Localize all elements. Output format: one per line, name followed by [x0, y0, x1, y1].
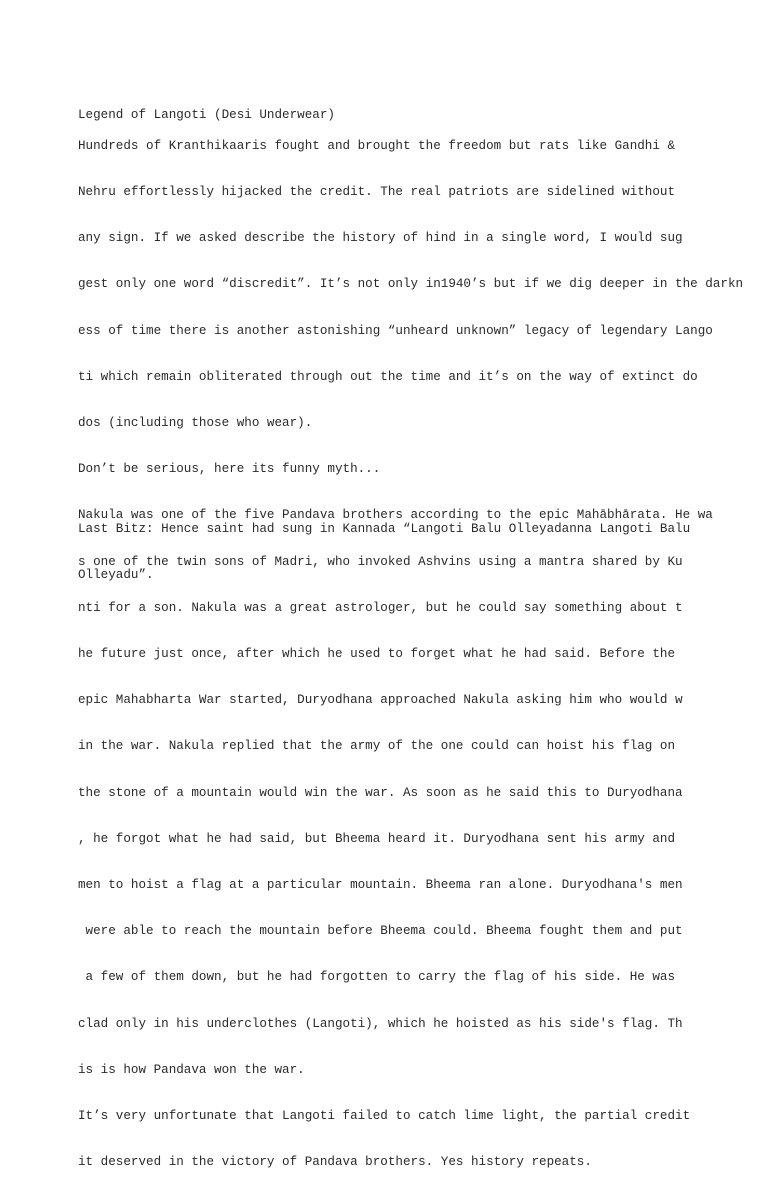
- body-line: Nakula was one of the five Pandava brothers according to the epic Mahābhārata. He wa: [78, 508, 713, 523]
- body-line: it deserved in the victory of Pandava brothers. Yes history repeats.: [78, 1155, 592, 1170]
- body-line: he future just once, after which he used to forget what he had said. Before the: [78, 647, 676, 662]
- body-line: s one of the twin sons of Madri, who invoked Ashvins using a mantra shared by Ku: [78, 554, 683, 569]
- body-line: dos (including those who wear).: [78, 416, 313, 431]
- document-body: [78, 108, 743, 1201]
- footer-line: Olleyadu”.: [78, 568, 154, 583]
- body-line: It’s very unfortunate that Langoti failed to catch lime light, the partial credit: [78, 1109, 691, 1124]
- body-line: a few of them down, but he had forgotten to carry the flag of his side. He was: [78, 970, 676, 985]
- body-line: nti for a son. Nakula was a great astrologer, but he could say something about t: [78, 600, 683, 615]
- body-line: is is how Pandava won the war.: [78, 1062, 305, 1077]
- body-line: clad only in his underclothes (Langoti), which he hoisted as his side's flag. Th: [78, 1016, 683, 1031]
- footer-line: Last Bitz: Hence saint had sung in Kannada “Langoti Balu Olleyadanna Langoti Balu: [78, 521, 691, 536]
- body-line: were able to reach the mountain before Bheema could. Bheema fought them and put: [78, 924, 683, 939]
- body-line: any sign. If we asked describe the history of hind in a single word, I would sug: [78, 231, 683, 246]
- body-line: men to hoist a flag at a particular mountain. Bheema ran alone. Duryodhana's men: [78, 878, 683, 893]
- body-line: ess of time there is another astonishing “unheard unknown” legacy of legendary Lango: [78, 323, 713, 338]
- body-line: the stone of a mountain would win the war. As soon as he said this to Duryodhana: [78, 785, 683, 800]
- body-line: in the war. Nakula replied that the army of the one could can hoist his flag on: [78, 739, 676, 754]
- body-line: Nehru effortlessly hijacked the credit. The real patriots are sidelined without: [78, 185, 676, 200]
- title-line: Legend of Langoti (Desi Underwear): [78, 107, 335, 122]
- body-line: ti which remain obliterated through out the time and it’s on the way of extinct do: [78, 369, 698, 384]
- body-line: Hundreds of Kranthikaaris fought and brought the freedom but rats like Gandhi &: [78, 138, 676, 153]
- last-bitz-note: [78, 491, 690, 614]
- body-line: gest only one word “discredit”. It’s not only in1940’s but if we dig deeper in the darkn: [78, 277, 744, 292]
- body-line: epic Mahabharta War started, Duryodhana approached Nakula asking him who would w: [78, 693, 683, 708]
- body-line: , he forgot what he had said, but Bheema heard it. Duryodhana sent his army and: [78, 831, 676, 846]
- body-line: Don’t be serious, here its funny myth...: [78, 462, 381, 477]
